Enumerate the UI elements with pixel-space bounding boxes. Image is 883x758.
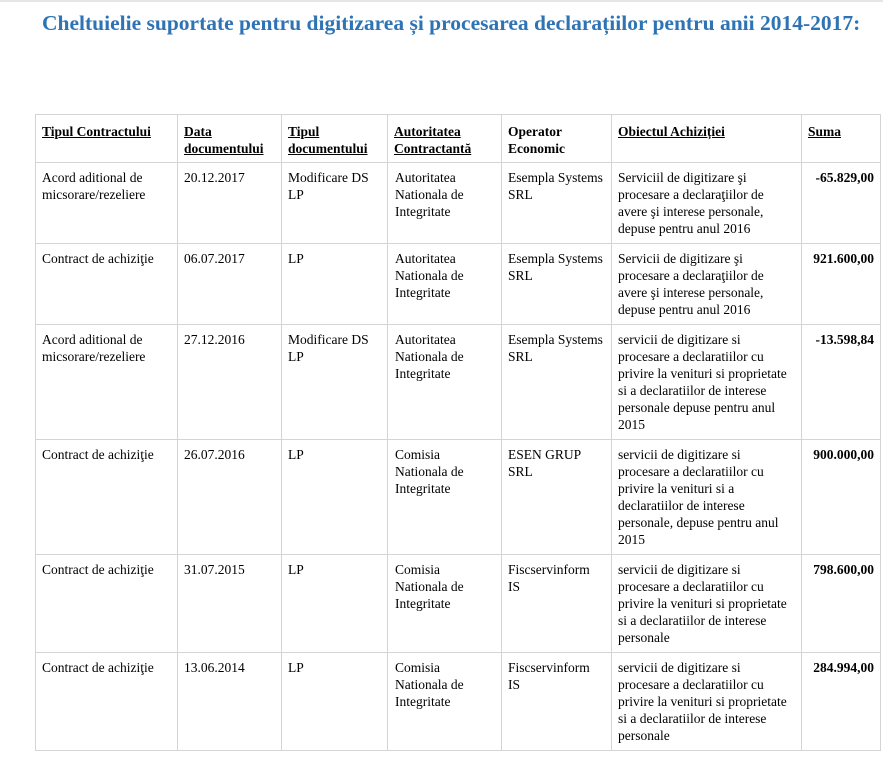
cell-tip-contract: Contract de achiziţie — [36, 244, 178, 325]
cell-operator: Fiscservinform IS — [502, 555, 612, 653]
table-row — [36, 555, 881, 653]
table-row — [36, 244, 881, 325]
cell-operator: Esempla Systems SRL — [502, 163, 612, 244]
cell-suma: 798.600,00 — [802, 555, 881, 653]
cell-tip-contract: Contract de achiziţie — [36, 653, 178, 751]
table-row — [36, 325, 881, 440]
top-divider — [0, 0, 883, 2]
page-title: Cheltuielie suportate pentru digitizarea și procesarea declarațiilor pentru anii 2014-2017: — [42, 11, 861, 35]
cell-tip-document: Modificare DS LP — [282, 163, 388, 244]
cell-autoritate: Comisia Nationala de Integritate — [388, 440, 502, 555]
cell-obiect: servicii de digitizare si procesare a declaratiilor cu privire la venituri si a declaratiilor de interese personale, depuse pentru anul 2015 — [612, 440, 802, 555]
cell-tip-contract: Contract de achiziţie — [36, 555, 178, 653]
cell-autoritate: Comisia Nationala de Integritate — [388, 653, 502, 751]
cell-suma: -13.598,84 — [802, 325, 881, 440]
cell-data-document: 26.07.2016 — [178, 440, 282, 555]
header-autoritate: Autoritatea Contractantă — [388, 115, 502, 163]
cell-obiect: servicii de digitizare si procesare a declaratiilor cu privire la venituri si proprietate si a declaratiilor de interese personale — [612, 555, 802, 653]
cell-suma: 900.000,00 — [802, 440, 881, 555]
cell-obiect: servicii de digitizare si procesare a declaratiilor cu privire la venituri si proprietate si a declaratiilor de interese personale — [612, 653, 802, 751]
cell-data-document: 13.06.2014 — [178, 653, 282, 751]
cell-suma: -65.829,00 — [802, 163, 881, 244]
table-header-row — [36, 115, 881, 163]
cell-autoritate: Comisia Nationala de Integritate — [388, 555, 502, 653]
header-tip-contract: Tipul Contractului — [36, 115, 178, 163]
cell-data-document: 31.07.2015 — [178, 555, 282, 653]
cell-data-document: 27.12.2016 — [178, 325, 282, 440]
contracts-table — [35, 114, 881, 751]
cell-suma: 284.994,00 — [802, 653, 881, 751]
cell-data-document: 20.12.2017 — [178, 163, 282, 244]
cell-data-document: 06.07.2017 — [178, 244, 282, 325]
cell-autoritate: Autoritatea Nationala de Integritate — [388, 244, 502, 325]
cell-obiect: servicii de digitizare si procesare a declaratiilor cu privire la venituri si proprietate si a declaratiilor de interese personale depuse pentru anul 2015 — [612, 325, 802, 440]
cell-autoritate: Autoritatea Nationala de Integritate — [388, 325, 502, 440]
header-data-document: Data documentului — [178, 115, 282, 163]
cell-obiect: Serviciil de digitizare şi procesare a declaraţiilor de avere şi interese personale, depuse pentru anul 2016 — [612, 163, 802, 244]
cell-operator: Esempla Systems SRL — [502, 244, 612, 325]
cell-tip-document: LP — [282, 653, 388, 751]
cell-tip-document: Modificare DS LP — [282, 325, 388, 440]
table-row — [36, 653, 881, 751]
cell-tip-contract: Acord aditional de micsorare/rezeliere — [36, 325, 178, 440]
cell-tip-contract: Contract de achiziţie — [36, 440, 178, 555]
cell-suma: 921.600,00 — [802, 244, 881, 325]
table-row — [36, 163, 881, 244]
header-tip-document: Tipul documentului — [282, 115, 388, 163]
header-suma: Suma — [802, 115, 881, 163]
cell-tip-document: LP — [282, 440, 388, 555]
cell-operator: ESEN GRUP SRL — [502, 440, 612, 555]
cell-tip-document: LP — [282, 555, 388, 653]
cell-tip-document: LP — [282, 244, 388, 325]
table-row — [36, 440, 881, 555]
cell-autoritate: Autoritatea Nationala de Integritate — [388, 163, 502, 244]
cell-operator: Fiscservinform IS — [502, 653, 612, 751]
header-operator: Operator Economic — [502, 115, 612, 163]
header-obiect: Obiectul Achiziției — [612, 115, 802, 163]
cell-operator: Esempla Systems SRL — [502, 325, 612, 440]
cell-tip-contract: Acord aditional de micsorare/rezeliere — [36, 163, 178, 244]
cell-obiect: Servicii de digitizare şi procesare a declaraţiilor de avere şi interese personale, depuse pentru anul 2016 — [612, 244, 802, 325]
